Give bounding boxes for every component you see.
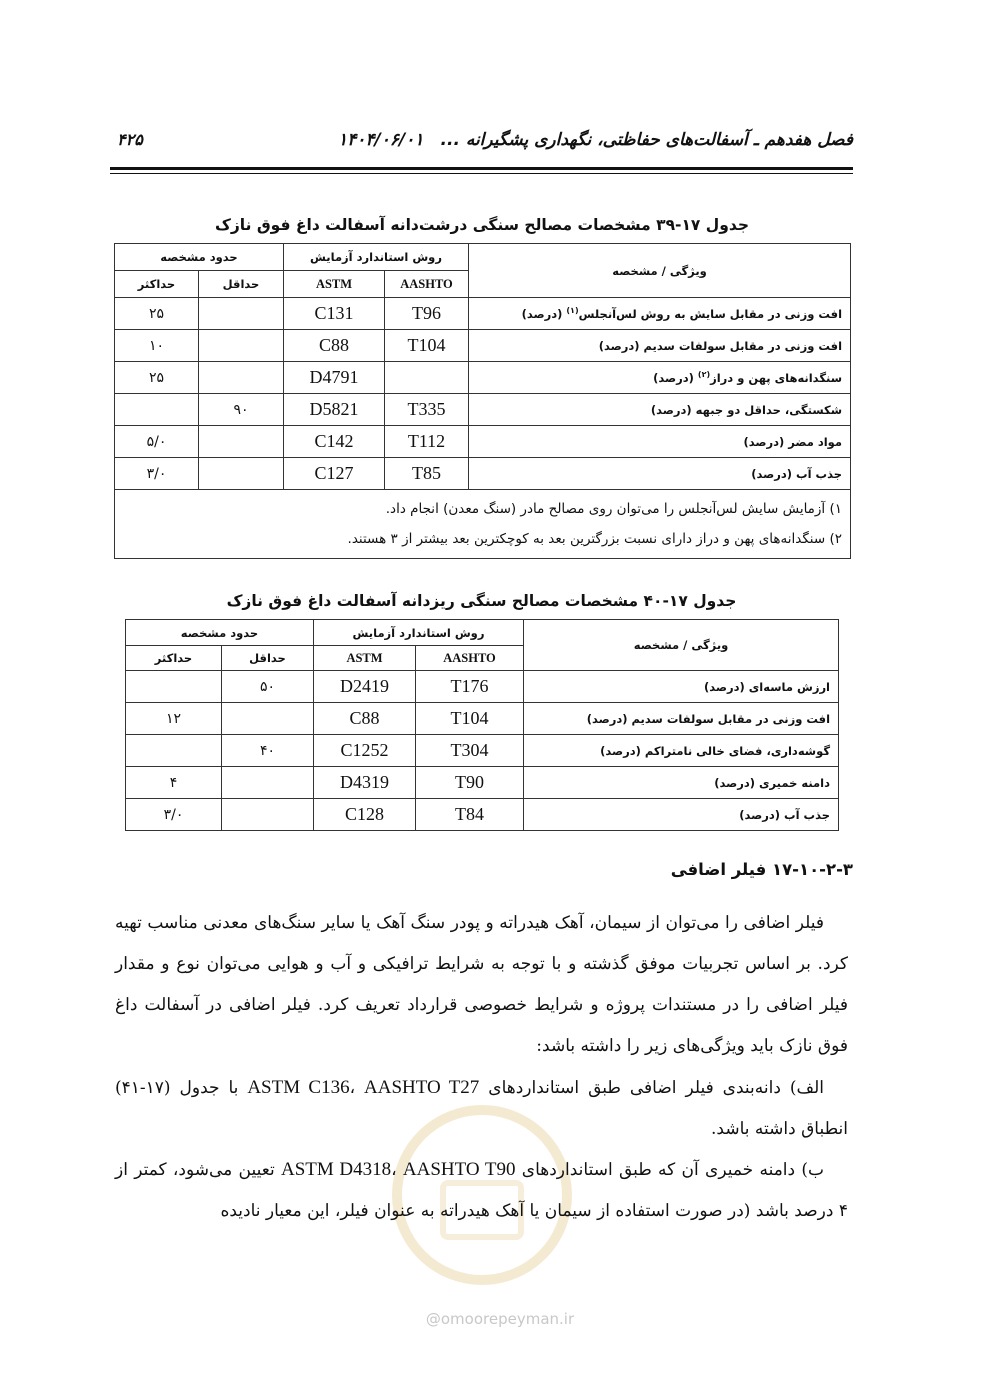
table2-header-row: [126, 620, 839, 646]
max-cell: ۴: [126, 767, 222, 799]
table1-aashto-header: AASHTO: [385, 271, 469, 298]
astm-cell: C131: [284, 298, 385, 330]
table1-astm-header: ASTM: [284, 271, 385, 298]
paragraph-text: فیلر اضافی را می‌توان از سیمان، آهک هیدراته و پودر سنگ آهک یا سایر سنگ‌های معدنی مناسب تهیه کرد. بر اساس تجربیات موفق گذشته و با توجه به شرایط ترافیکی و آب و هوایی می‌توان نوع و مقدار فیلر اضافی را در مستندات پروژه و شرایط خصوصی قرارداد تعریف کرد. فیلر اضافی در آسفالت داغ فوق نازک باید ویژگی‌های زیر را داشته باشد:: [115, 913, 848, 1056]
table2-caption: جدول ۱۷-۴۰ مشخصات مصالح سنگی ریزدانه آسفالت داغ فوق نازک: [226, 592, 737, 610]
table-row: [115, 362, 851, 394]
table1-property-header: ویژگی / مشخصه: [469, 244, 851, 298]
watermark-text: @omoorepeyman.ir: [425, 1310, 575, 1328]
table2-aashto-header: AASHTO: [416, 646, 524, 671]
astm-cell: D4791: [284, 362, 385, 394]
astm-cell: C128: [314, 799, 416, 831]
property-cell: افت وزنی در مقابل سولفات سدیم (درصد): [524, 703, 839, 735]
table-row: [126, 735, 839, 767]
min-cell: [199, 362, 284, 394]
max-cell: ۳/۰: [115, 458, 199, 490]
max-cell: ۵/۰: [115, 426, 199, 458]
table-row: [126, 703, 839, 735]
table1-limits-header: حدود مشخصه: [115, 244, 284, 271]
aashto-cell: T104: [385, 330, 469, 362]
table2-astm-header: ASTM: [314, 646, 416, 671]
chapter-title: فصل هفدهم ـ آسفالت‌های حفاظتی، نگهداری پشگیرانه ...: [440, 130, 853, 150]
min-cell: ۹۰: [199, 394, 284, 426]
property-text: افت وزنی در مقابل سایش به روش لس‌آنجلس: [578, 306, 843, 321]
header-date: ۱۴۰۴/۰۶/۰۱: [338, 130, 424, 150]
table2-method-header: روش استاندارد آزمایش: [314, 620, 524, 646]
aashto-cell: T176: [416, 671, 524, 703]
max-cell: [115, 394, 199, 426]
max-cell: ۱۲: [126, 703, 222, 735]
section-paragraph-2: [115, 1067, 848, 1150]
table1-caption: جدول ۱۷-۳۹ مشخصات مصالح سنگی درشت‌دانه آسفالت داغ فوق نازک: [214, 216, 749, 234]
table1-notes-row: [115, 490, 851, 559]
property-cell: مواد مضر (درصد): [469, 426, 851, 458]
standard-ref: AASHTO T27: [364, 1077, 480, 1098]
table-row: [126, 799, 839, 831]
table-row: [115, 298, 851, 330]
table-row: [126, 671, 839, 703]
astm-cell: C142: [284, 426, 385, 458]
min-cell: [199, 298, 284, 330]
astm-cell: C127: [284, 458, 385, 490]
astm-cell: D4319: [314, 767, 416, 799]
table2-min-header: حداقل: [222, 646, 314, 671]
property-unit: (درصد): [521, 306, 563, 321]
max-cell: ۲۵: [115, 298, 199, 330]
footnote-ref: (۱): [566, 306, 579, 316]
aashto-cell: [385, 362, 469, 394]
standard-ref: ASTM D4318: [280, 1159, 392, 1180]
max-cell: ۲۵: [115, 362, 199, 394]
astm-cell: C1252: [314, 735, 416, 767]
astm-cell: D2419: [314, 671, 416, 703]
table1-header-row: [115, 244, 851, 271]
table1-note-1: ۱) آزمایش سایش لس‌آنجلس را می‌توان روی مصالح مادر (سنگ معدن) انجام داد.: [385, 501, 843, 517]
table-row: [126, 767, 839, 799]
aashto-cell: T112: [385, 426, 469, 458]
property-cell: گوشه‌داری، فضای خالی نامتراکم (درصد): [524, 735, 839, 767]
property-unit: (درصد): [653, 370, 694, 385]
aashto-cell: T335: [385, 394, 469, 426]
aashto-cell: T85: [385, 458, 469, 490]
astm-cell: C88: [284, 330, 385, 362]
header-rule-thin: [110, 173, 853, 174]
table-row: [115, 394, 851, 426]
aashto-cell: T304: [416, 735, 524, 767]
max-cell: [126, 671, 222, 703]
table1-max-header: حداکثر: [115, 271, 199, 298]
table1-min-header: حداقل: [199, 271, 284, 298]
separator: ،: [349, 1078, 356, 1098]
section-title: ۱۷-۱۰-۲-۳ فیلر اضافی: [670, 860, 853, 879]
min-cell: [222, 703, 314, 735]
paragraph-text: ب) دامنه خمیری آن که طبق استانداردهای: [521, 1160, 825, 1180]
property-cell: شکستگی، حداقل دو جبهه (درصد): [469, 394, 851, 426]
max-cell: ۳/۰: [126, 799, 222, 831]
property-cell: [469, 298, 851, 330]
min-cell: [199, 458, 284, 490]
min-cell: ۵۰: [222, 671, 314, 703]
table1-notes: [115, 490, 851, 559]
section-paragraph-1: [115, 903, 848, 1067]
table1: [114, 243, 851, 559]
aashto-cell: T96: [385, 298, 469, 330]
table2-limits-header: حدود مشخصه: [126, 620, 314, 646]
aashto-cell: T104: [416, 703, 524, 735]
table1-note-2: ۲) سنگدانه‌های پهن و دراز دارای نسبت بزرگترین بعد به کوچکترین بعد بیشتر از ۳ هستند.: [347, 531, 843, 547]
property-text: سنگدانه‌های پهن و دراز: [710, 370, 843, 385]
table2-max-header: حداکثر: [126, 646, 222, 671]
paragraph-text: با جدول (۱۷-۴۱) انطباق داشته باشد.: [115, 1078, 848, 1139]
property-cell: جذب آب (درصد): [469, 458, 851, 490]
standard-ref: AASHTO T90: [402, 1159, 516, 1180]
min-cell: [222, 767, 314, 799]
min-cell: ۴۰: [222, 735, 314, 767]
aashto-cell: T90: [416, 767, 524, 799]
astm-cell: C88: [314, 703, 416, 735]
table-row: [115, 458, 851, 490]
property-cell: ارزش ماسه‌ای (درصد): [524, 671, 839, 703]
property-cell: [469, 362, 851, 394]
section-paragraph-3: [115, 1149, 848, 1232]
header-rule-thick: [110, 167, 853, 170]
table-row: [115, 426, 851, 458]
max-cell: ۱۰: [115, 330, 199, 362]
table-row: [115, 330, 851, 362]
min-cell: [199, 426, 284, 458]
page-number: ۴۲۵: [117, 130, 143, 149]
aashto-cell: T84: [416, 799, 524, 831]
max-cell: [126, 735, 222, 767]
table2: [125, 619, 839, 831]
standard-ref: ASTM C136: [247, 1077, 350, 1098]
table2-property-header: ویژگی / مشخصه: [524, 620, 839, 671]
paragraph-text: الف) دانه‌بندی فیلر اضافی طبق استانداردهای: [488, 1078, 824, 1098]
separator: ،: [391, 1160, 397, 1180]
table1-method-header: روش استاندارد آزمایش: [284, 244, 469, 271]
min-cell: [199, 330, 284, 362]
property-cell: جذب آب (درصد): [524, 799, 839, 831]
footnote-ref: (۲): [697, 370, 711, 380]
min-cell: [222, 799, 314, 831]
property-cell: دامنه خمیری (درصد): [524, 767, 839, 799]
astm-cell: D5821: [284, 394, 385, 426]
property-cell: افت وزنی در مقابل سولفات سدیم (درصد): [469, 330, 851, 362]
paragraph-text: تعیین می‌شود، کمتر از ۴ درصد باشد (در صورت استفاده از سیمان یا آهک هیدراته به عنوان فیلر، این معیار نادیده: [115, 1160, 848, 1221]
